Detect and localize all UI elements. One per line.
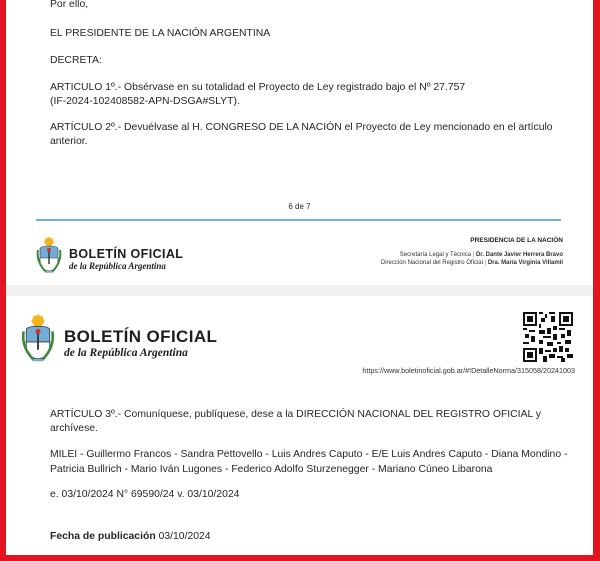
signers-line-1: MILEI - Guillermo Francos - Sandra Pettovello - Luis Andres Caputo - E/E Luis Andres Caputo - Diana Mondino - [50, 449, 568, 460]
header-logo-title: BOLETÍN OFICIAL [64, 327, 218, 346]
qr-code-icon [523, 312, 573, 362]
article-3-line-1: ARTÍCULO 3º.- Comuníquese, publíquese, dese a la DIRECCIÓN NACIONAL DEL REGISTRO OFICIAL y [50, 409, 541, 420]
coat-of-arms-icon [36, 236, 62, 274]
credit-1-label: Secretaría Legal y Técnica [399, 252, 472, 258]
article-3-line-2: archívese. [50, 423, 98, 434]
credit-2-label: Dirección Nacional del Registro Oficial [380, 260, 483, 266]
coat-of-arms-icon [21, 312, 55, 364]
footer-credit-line-1: Secretaría Legal y Técnica | Dr. Dante Javier Herrera Bravo [399, 252, 563, 258]
article-1-line-1: ARTICULO 1º.- Obsérvase en su totalidad el Proyecto de Ley registrado bajo el Nº 27.757 [50, 82, 466, 93]
decreta-text: DECRETA: [50, 55, 102, 66]
publication-date-value: 03/10/2024 [158, 531, 211, 542]
page-number: 6 de 7 [288, 202, 311, 211]
page-separator [6, 285, 593, 296]
footer-credit-line-2: Dirección Nacional del Registro Oficial | Dra. María Virginia Villamil [380, 260, 563, 266]
presidente-text: EL PRESIDENTE DE LA NACIÓN ARGENTINA [50, 28, 271, 39]
footer-logo-title: BOLETÍN OFICIAL [69, 247, 184, 261]
footer-logo-subtitle: de la República Argentina [69, 261, 166, 271]
por-ello-text: Por ello, [50, 0, 89, 10]
footer-org: PRESIDENCIA DE LA NACIÓN [470, 237, 563, 244]
header-logo-subtitle: de la República Argentina [64, 347, 188, 359]
footer-divider [36, 219, 561, 221]
publication-date [50, 529, 211, 544]
header-logo [21, 312, 221, 368]
article-2-line-2: anterior. [50, 136, 88, 147]
source-url-link[interactable]: https://www.boletinoficial.gob.ar/#!DetalleNorma/315058/20241003 [362, 366, 575, 375]
document-frame [6, 0, 593, 555]
article-1-line-2: (IF-2024-102408582-APN-DSGA#SLYT). [50, 96, 240, 107]
signers-line-2: Patricia Bullrich - Mario Iván Lugones - Federico Adolfo Sturzenegger - Mariano Cúneo Libarona [50, 464, 493, 475]
publication-date-label: Fecha de publicación [50, 531, 156, 542]
footer-credits [381, 237, 563, 267]
footer-logo [36, 236, 196, 276]
credit-2-name: Dra. María Virginia Villamil [487, 260, 563, 266]
credit-1-name: Dr. Dante Javier Herrera Bravo [475, 252, 563, 258]
edition-text: e. 03/10/2024 N° 69590/24 v. 03/10/2024 [50, 489, 240, 500]
article-2-line-1: ARTÍCULO 2º.- Devuélvase al H. CONGRESO DE LA NACIÓN el Proyecto de Ley mencionado en el artículo [50, 122, 553, 133]
